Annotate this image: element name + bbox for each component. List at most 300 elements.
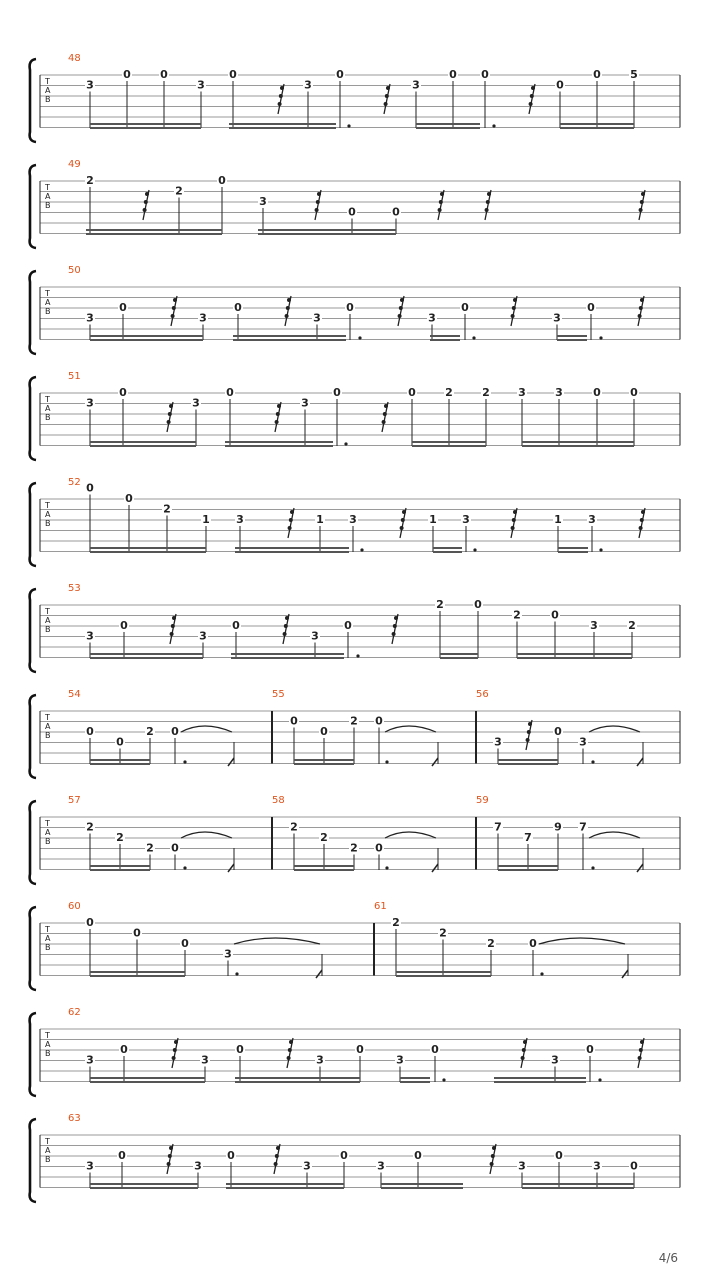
measure-number: 52 bbox=[68, 477, 81, 488]
fret-number: 2 bbox=[513, 608, 521, 622]
rest-symbol bbox=[285, 296, 291, 326]
rest-flag bbox=[638, 1056, 642, 1060]
fret-number: 0 bbox=[449, 68, 457, 81]
rest-flag bbox=[521, 1056, 525, 1060]
fret-number: 3 bbox=[377, 1159, 385, 1173]
tab-system bbox=[30, 371, 680, 460]
fret-number: 5 bbox=[630, 68, 638, 81]
tab-clef-letter: T bbox=[45, 607, 50, 616]
rest-flag bbox=[289, 1040, 293, 1044]
rest-flag bbox=[287, 298, 291, 302]
measure-number: 63 bbox=[68, 1113, 81, 1124]
rest-flag bbox=[491, 1154, 495, 1158]
tie bbox=[181, 832, 232, 838]
augmentation-dot bbox=[235, 972, 238, 975]
rest-flag bbox=[277, 404, 281, 408]
rest-flag bbox=[172, 616, 176, 620]
rest-flag bbox=[400, 298, 404, 302]
tab-clef-letter: A bbox=[45, 1146, 51, 1155]
measure-number: 54 bbox=[68, 689, 81, 700]
fret-number: 2 bbox=[86, 820, 94, 834]
tab-clef-letter: A bbox=[45, 1040, 51, 1049]
fret-number: 2 bbox=[146, 841, 154, 855]
rest-flag bbox=[278, 102, 282, 106]
tab-clef-letter: T bbox=[45, 925, 50, 934]
fret-number: 2 bbox=[163, 502, 171, 516]
rest-flag bbox=[283, 632, 287, 636]
fret-number: 0 bbox=[86, 481, 94, 495]
measure-number: 53 bbox=[68, 583, 81, 594]
tab-clef-letter: T bbox=[45, 183, 50, 192]
fret-number: 0 bbox=[229, 68, 237, 81]
fret-number: 0 bbox=[375, 841, 383, 855]
fret-number: 0 bbox=[333, 386, 341, 399]
fret-number: 3 bbox=[86, 396, 94, 410]
rest-symbol bbox=[143, 190, 149, 220]
rest-flag bbox=[490, 1162, 494, 1166]
rest-flag bbox=[486, 200, 490, 204]
rest-flag bbox=[384, 102, 388, 106]
fret-number: 2 bbox=[86, 174, 94, 187]
tab-clef-letter: A bbox=[45, 510, 51, 519]
fret-number: 0 bbox=[290, 714, 298, 728]
rest-symbol bbox=[638, 1038, 644, 1068]
tie bbox=[589, 832, 640, 838]
rest-flag bbox=[173, 298, 177, 302]
system-bracket bbox=[30, 589, 36, 672]
fret-number: 0 bbox=[171, 841, 179, 855]
rest-flag bbox=[641, 192, 645, 196]
fret-number: 2 bbox=[175, 184, 183, 198]
fret-number: 0 bbox=[474, 598, 482, 611]
rest-symbol bbox=[278, 84, 284, 114]
rest-flag bbox=[485, 208, 489, 212]
rest-flag bbox=[288, 1048, 292, 1052]
fret-number: 3 bbox=[588, 513, 596, 526]
tie bbox=[385, 832, 436, 838]
fret-number: 3 bbox=[199, 629, 207, 643]
tab-system bbox=[30, 1007, 680, 1096]
tab-clef-letter: B bbox=[45, 731, 51, 740]
rest-flag bbox=[168, 412, 172, 416]
fret-number: 3 bbox=[593, 1159, 601, 1173]
rest-flag bbox=[530, 94, 534, 98]
fret-number: 3 bbox=[86, 629, 94, 643]
fret-number: 0 bbox=[133, 926, 141, 940]
rest-flag bbox=[400, 526, 404, 530]
tab-clef-letter: B bbox=[45, 625, 51, 634]
fret-number: 3 bbox=[428, 311, 436, 325]
system-bracket bbox=[30, 1013, 36, 1096]
rest-flag bbox=[392, 632, 396, 636]
tab-clef-letter: B bbox=[45, 1155, 51, 1164]
note-flag bbox=[316, 970, 322, 978]
tab-clef-letter: A bbox=[45, 86, 51, 95]
rest-symbol bbox=[529, 84, 535, 114]
tab-system bbox=[30, 477, 680, 566]
augmentation-dot bbox=[599, 548, 602, 551]
fret-number: 0 bbox=[181, 937, 189, 950]
tab-clef-letter: B bbox=[45, 519, 51, 528]
fret-number: 0 bbox=[587, 301, 595, 314]
rest-flag bbox=[512, 306, 516, 310]
rest-symbol bbox=[639, 508, 645, 538]
fret-number: 0 bbox=[630, 386, 638, 399]
tab-clef-letter: T bbox=[45, 77, 50, 86]
rest-flag bbox=[402, 510, 406, 514]
rest-flag bbox=[439, 200, 443, 204]
tie bbox=[589, 726, 640, 732]
rest-flag bbox=[167, 420, 171, 424]
rest-symbol bbox=[638, 296, 644, 326]
rest-symbol bbox=[382, 402, 388, 432]
rest-symbol bbox=[490, 1144, 496, 1174]
fret-number: 2 bbox=[350, 841, 358, 855]
rest-flag bbox=[172, 306, 176, 310]
rest-symbol bbox=[274, 1144, 280, 1174]
measure-number: 61 bbox=[374, 901, 387, 912]
rest-symbol bbox=[511, 508, 517, 538]
fret-number: 3 bbox=[86, 1159, 94, 1173]
fret-number: 2 bbox=[439, 926, 447, 940]
measure-number: 55 bbox=[272, 689, 285, 700]
rest-flag bbox=[487, 192, 491, 196]
rest-flag bbox=[640, 298, 644, 302]
augmentation-dot bbox=[385, 760, 388, 763]
rest-flag bbox=[145, 192, 149, 196]
fret-number: 0 bbox=[593, 386, 601, 399]
fret-number: 0 bbox=[86, 916, 94, 929]
fret-number: 3 bbox=[201, 1053, 209, 1067]
measure-number: 58 bbox=[272, 795, 285, 806]
rest-symbol bbox=[485, 190, 491, 220]
fret-number: 2 bbox=[146, 725, 154, 738]
fret-number: 3 bbox=[579, 735, 587, 749]
rest-flag bbox=[398, 314, 402, 318]
rest-symbol bbox=[392, 614, 398, 644]
rest-flag bbox=[393, 624, 397, 628]
fret-number: 0 bbox=[346, 301, 354, 314]
rest-flag bbox=[529, 102, 533, 106]
fret-number: 0 bbox=[344, 619, 352, 632]
rest-flag bbox=[317, 192, 321, 196]
tab-clef-letter: B bbox=[45, 307, 51, 316]
rest-flag bbox=[290, 510, 294, 514]
rest-flag bbox=[276, 1146, 280, 1150]
fret-number: 0 bbox=[431, 1043, 439, 1056]
rest-flag bbox=[279, 94, 283, 98]
rest-flag bbox=[275, 420, 279, 424]
fret-number: 0 bbox=[551, 608, 559, 622]
fret-number: 3 bbox=[313, 311, 321, 325]
fret-number: 3 bbox=[194, 1159, 202, 1173]
fret-number: 0 bbox=[118, 1149, 126, 1162]
fret-number: 0 bbox=[119, 301, 127, 314]
rest-flag bbox=[639, 526, 643, 530]
rest-flag bbox=[528, 722, 532, 726]
rest-flag bbox=[438, 208, 442, 212]
rest-flag bbox=[288, 526, 292, 530]
fret-number: 0 bbox=[123, 68, 131, 81]
augmentation-dot bbox=[347, 124, 350, 127]
measure-number: 48 bbox=[68, 53, 81, 64]
system-bracket bbox=[30, 801, 36, 884]
measure-number: 51 bbox=[68, 371, 81, 382]
fret-number: 2 bbox=[628, 619, 636, 632]
rest-flag bbox=[280, 86, 284, 90]
fret-number: 3 bbox=[86, 311, 94, 325]
note-flag bbox=[228, 864, 234, 872]
augmentation-dot bbox=[472, 336, 475, 339]
measure-number: 49 bbox=[68, 159, 81, 170]
rest-flag bbox=[513, 510, 517, 514]
rest-flag bbox=[286, 306, 290, 310]
rest-flag bbox=[169, 404, 173, 408]
augmentation-dot bbox=[356, 654, 359, 657]
fret-number: 3 bbox=[412, 78, 420, 92]
rest-flag bbox=[143, 208, 147, 212]
augmentation-dot bbox=[473, 548, 476, 551]
rest-flag bbox=[173, 1048, 177, 1052]
fret-number: 0 bbox=[554, 725, 562, 738]
note-flag bbox=[637, 758, 643, 766]
tab-clef-letter: T bbox=[45, 289, 50, 298]
fret-number: 2 bbox=[116, 831, 124, 844]
rest-flag bbox=[171, 314, 175, 318]
fret-number: 3 bbox=[553, 311, 561, 325]
tab-clef-letter: A bbox=[45, 404, 51, 413]
rest-flag bbox=[394, 616, 398, 620]
fret-number: 2 bbox=[392, 916, 400, 929]
tab-system bbox=[30, 795, 680, 884]
augmentation-dot bbox=[385, 866, 388, 869]
system-bracket bbox=[30, 695, 36, 778]
system-bracket bbox=[30, 1119, 36, 1202]
fret-number: 3 bbox=[396, 1053, 404, 1067]
fret-number: 2 bbox=[320, 831, 328, 844]
fret-number: 2 bbox=[436, 598, 444, 611]
rest-symbol bbox=[167, 402, 173, 432]
fret-number: 0 bbox=[348, 205, 356, 219]
rest-symbol bbox=[398, 296, 404, 326]
fret-number: 3 bbox=[86, 1053, 94, 1067]
rest-flag bbox=[171, 624, 175, 628]
fret-number: 3 bbox=[462, 513, 470, 526]
fret-number: 2 bbox=[290, 820, 298, 834]
rest-symbol bbox=[171, 296, 177, 326]
tab-clef-letter: B bbox=[45, 837, 51, 846]
rest-flag bbox=[274, 1162, 278, 1166]
rest-symbol bbox=[315, 190, 321, 220]
fret-number: 0 bbox=[86, 725, 94, 738]
rest-flag bbox=[641, 510, 645, 514]
tab-clef-letter: T bbox=[45, 819, 50, 828]
fret-number: 2 bbox=[482, 386, 490, 399]
fret-number: 3 bbox=[494, 735, 502, 749]
system-bracket bbox=[30, 377, 36, 460]
fret-number: 1 bbox=[429, 513, 437, 526]
rest-flag bbox=[385, 94, 389, 98]
fret-number: 7 bbox=[494, 820, 502, 834]
fret-number: 0 bbox=[226, 386, 234, 399]
fret-number: 3 bbox=[518, 1159, 526, 1173]
rest-symbol bbox=[170, 614, 176, 644]
rest-symbol bbox=[288, 508, 294, 538]
rest-symbol bbox=[521, 1038, 527, 1068]
fret-number: 3 bbox=[518, 386, 526, 399]
fret-number: 0 bbox=[116, 735, 124, 749]
rest-flag bbox=[531, 86, 535, 90]
fret-number: 0 bbox=[556, 78, 564, 92]
measure-number: 56 bbox=[476, 689, 489, 700]
rest-flag bbox=[526, 738, 530, 742]
fret-number: 3 bbox=[236, 513, 244, 526]
fret-number: 0 bbox=[218, 174, 226, 187]
fret-number: 2 bbox=[487, 937, 495, 950]
fret-number: 0 bbox=[320, 725, 328, 738]
fret-number: 1 bbox=[202, 513, 210, 526]
rest-flag bbox=[382, 420, 386, 424]
fret-number: 3 bbox=[590, 619, 598, 632]
rest-flag bbox=[639, 208, 643, 212]
rest-symbol bbox=[639, 190, 645, 220]
fret-number: 9 bbox=[554, 820, 562, 834]
augmentation-dot bbox=[358, 336, 361, 339]
rest-flag bbox=[492, 1146, 496, 1150]
tab-system bbox=[30, 53, 680, 142]
rest-flag bbox=[511, 314, 515, 318]
tab-clef-letter: A bbox=[45, 298, 51, 307]
fret-number: 3 bbox=[316, 1053, 324, 1067]
fret-number: 3 bbox=[199, 311, 207, 325]
augmentation-dot bbox=[540, 972, 543, 975]
rest-flag bbox=[513, 298, 517, 302]
rest-flag bbox=[384, 404, 388, 408]
rest-flag bbox=[167, 1162, 171, 1166]
tab-system bbox=[30, 1113, 680, 1202]
tab-system bbox=[30, 583, 680, 672]
rest-flag bbox=[316, 200, 320, 204]
tab-system bbox=[30, 265, 680, 354]
rest-flag bbox=[523, 1040, 527, 1044]
rest-symbol bbox=[283, 614, 289, 644]
rest-flag bbox=[170, 632, 174, 636]
tab-system bbox=[30, 901, 680, 990]
fret-number: 0 bbox=[586, 1043, 594, 1056]
rest-symbol bbox=[287, 1038, 293, 1068]
fret-number: 0 bbox=[555, 1149, 563, 1162]
rest-flag bbox=[285, 314, 289, 318]
fret-number: 0 bbox=[119, 386, 127, 399]
rest-symbol bbox=[438, 190, 444, 220]
fret-number: 0 bbox=[630, 1159, 638, 1173]
rest-flag bbox=[640, 1040, 644, 1044]
tie bbox=[385, 726, 436, 732]
rest-flag bbox=[401, 518, 405, 522]
tab-clef-letter: A bbox=[45, 192, 51, 201]
rest-flag bbox=[383, 412, 387, 416]
fret-number: 3 bbox=[259, 195, 267, 208]
fret-number: 1 bbox=[316, 513, 324, 526]
rest-flag bbox=[275, 1154, 279, 1158]
fret-number: 0 bbox=[340, 1149, 348, 1162]
measure-number: 62 bbox=[68, 1007, 81, 1018]
fret-number: 1 bbox=[554, 513, 562, 526]
rest-symbol bbox=[400, 508, 406, 538]
rest-flag bbox=[285, 616, 289, 620]
fret-number: 0 bbox=[236, 1043, 244, 1056]
fret-number: 0 bbox=[232, 619, 240, 632]
rest-symbol bbox=[275, 402, 281, 432]
fret-number: 3 bbox=[304, 78, 312, 92]
tab-clef-letter: T bbox=[45, 1137, 50, 1146]
tie bbox=[539, 938, 625, 944]
tie bbox=[234, 938, 320, 944]
rest-flag bbox=[289, 518, 293, 522]
fret-number: 3 bbox=[555, 386, 563, 399]
tab-clef-letter: B bbox=[45, 943, 51, 952]
system-bracket bbox=[30, 271, 36, 354]
tab-clef-letter: A bbox=[45, 934, 51, 943]
fret-number: 0 bbox=[392, 205, 400, 219]
fret-number: 3 bbox=[224, 947, 232, 961]
fret-number: 7 bbox=[524, 831, 532, 844]
fret-number: 3 bbox=[349, 513, 357, 526]
tab-clef-letter: B bbox=[45, 413, 51, 422]
measure-number: 60 bbox=[68, 901, 81, 912]
note-flag bbox=[432, 758, 438, 766]
rest-flag bbox=[512, 518, 516, 522]
fret-number: 0 bbox=[356, 1043, 364, 1056]
augmentation-dot bbox=[360, 548, 363, 551]
rest-symbol bbox=[384, 84, 390, 114]
tab-clef-letter: A bbox=[45, 828, 51, 837]
rest-flag bbox=[511, 526, 515, 530]
augmentation-dot bbox=[344, 442, 347, 445]
measure-number: 50 bbox=[68, 265, 81, 276]
fret-number: 7 bbox=[579, 820, 587, 834]
rest-flag bbox=[172, 1056, 176, 1060]
tie bbox=[181, 726, 232, 732]
fret-number: 0 bbox=[234, 301, 242, 314]
note-flag bbox=[637, 864, 643, 872]
fret-number: 3 bbox=[311, 629, 319, 643]
rest-flag bbox=[169, 1146, 173, 1150]
fret-number: 0 bbox=[375, 714, 383, 728]
tab-system bbox=[30, 159, 680, 248]
fret-number: 0 bbox=[125, 492, 133, 505]
rest-flag bbox=[144, 200, 148, 204]
augmentation-dot bbox=[591, 760, 594, 763]
rest-flag bbox=[440, 192, 444, 196]
fret-number: 0 bbox=[120, 619, 128, 632]
page-number: 4/6 bbox=[658, 1251, 678, 1265]
rest-flag bbox=[287, 1056, 291, 1060]
rest-flag bbox=[639, 306, 643, 310]
fret-number: 0 bbox=[414, 1149, 422, 1162]
fret-number: 3 bbox=[551, 1053, 559, 1067]
note-flag bbox=[228, 758, 234, 766]
augmentation-dot bbox=[598, 1078, 601, 1081]
tab-clef-letter: A bbox=[45, 616, 51, 625]
fret-number: 0 bbox=[481, 68, 489, 81]
fret-number: 0 bbox=[227, 1149, 235, 1162]
rest-flag bbox=[640, 518, 644, 522]
fret-number: 3 bbox=[301, 396, 309, 410]
augmentation-dot bbox=[183, 760, 186, 763]
fret-number: 3 bbox=[86, 78, 94, 92]
tab-clef-letter: A bbox=[45, 722, 51, 731]
